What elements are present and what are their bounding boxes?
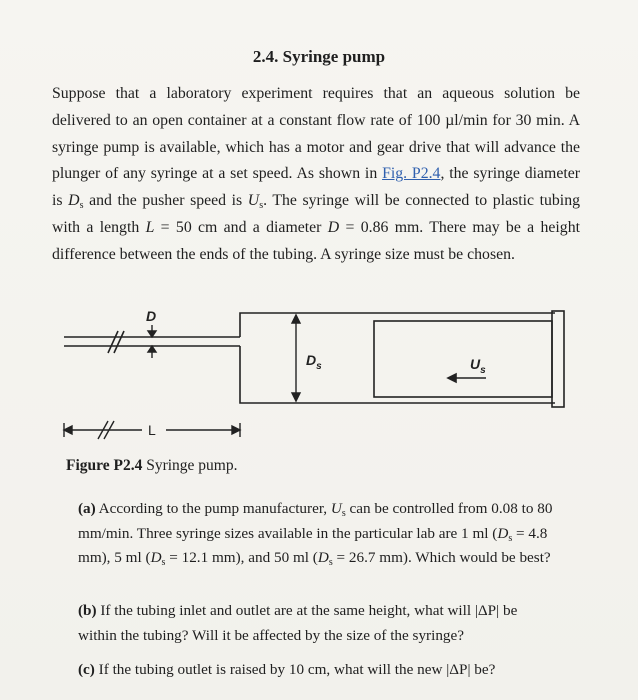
question-a-text-5: = 26.7 mm). Which would be best? bbox=[332, 549, 551, 566]
question-b bbox=[78, 599, 558, 648]
subscript-s: s bbox=[161, 557, 166, 568]
syringe-diameter-arrow bbox=[292, 315, 300, 401]
subscript-s: s bbox=[79, 200, 84, 212]
problem-title: 2.4. Syringe pump bbox=[252, 47, 386, 66]
question-a-text-2: can be controlled from 0.08 to 80 mm/min. Three syringe sizes available in the particular lab are 1 ml ( bbox=[78, 500, 553, 542]
subscript-s: s bbox=[341, 508, 346, 519]
question-a-text-4: = 12.1 mm), and 50 ml ( bbox=[165, 549, 318, 566]
symbol-L: L bbox=[145, 218, 155, 236]
intro-text-3: and the pusher speed is bbox=[83, 192, 248, 210]
syringe-barrel bbox=[240, 313, 555, 403]
question-c-label: (c) bbox=[78, 661, 95, 678]
problem-statement bbox=[52, 81, 580, 269]
question-c-text: If the tubing outlet is raised by 10 cm, what will the new |ΔP| be? bbox=[94, 661, 496, 678]
syringe-pump-figure bbox=[58, 305, 578, 455]
figure-caption bbox=[66, 457, 238, 475]
subscript-s: s bbox=[259, 200, 264, 212]
caption-text: Syringe pump. bbox=[142, 457, 238, 474]
intro-text-6: = 0.86 mm. There may be a height difference between the ends of the tubing. A syringe size must be chosen. bbox=[52, 218, 580, 263]
question-c bbox=[78, 658, 558, 683]
symbol-U: U bbox=[247, 192, 260, 210]
intro-text-1: Suppose that a laboratory experiment requires that an aqueous solution be delivered to an open container at a constant flow rate of 100 µl/min for 30 min. A syringe pump is available, which has a motor and gear drive that will advance the plunger of any syringe at a set speed. As shown in bbox=[52, 85, 580, 183]
syringe-diameter-label: $D_s$ bbox=[306, 352, 322, 372]
question-a-text-3: = 4.8 mm), 5 ml ( bbox=[78, 524, 548, 566]
tube-length-label: L bbox=[148, 422, 156, 438]
question-b-label: (b) bbox=[78, 602, 97, 619]
intro-text-4: . The syringe will be connected to plastic tubing with a length bbox=[52, 192, 580, 236]
tube-diameter-arrows bbox=[148, 325, 156, 358]
subscript-s: s bbox=[508, 532, 513, 544]
tube-diameter-label: D bbox=[146, 308, 157, 324]
subscript-s: s bbox=[328, 557, 333, 568]
question-b-text: If the tubing inlet and outlet are at the same height, what will |ΔP| be within the tubing? Will it be affected by the size of the syringe? bbox=[78, 602, 518, 644]
intro-text-2: , the syringe diameter is bbox=[52, 165, 580, 210]
question-a-text-1: According to the pump manufacturer, bbox=[95, 500, 331, 517]
symbol-U: U bbox=[330, 500, 342, 517]
intro-text-5: = 50 cm and a diameter bbox=[154, 218, 328, 236]
question-a-label: (a) bbox=[78, 500, 96, 517]
caption-prefix: Figure P2.4 bbox=[66, 457, 143, 474]
plunger bbox=[374, 311, 564, 407]
symbol-D: D bbox=[68, 192, 80, 210]
symbol-D: D bbox=[150, 549, 162, 566]
symbol-D: D bbox=[497, 524, 509, 542]
pusher-speed-label: $U_s$ bbox=[470, 356, 486, 376]
symbol-D: D bbox=[327, 218, 340, 236]
question-a bbox=[78, 497, 558, 571]
figure-link[interactable]: Fig. P2.4 bbox=[382, 165, 441, 183]
symbol-D: D bbox=[317, 549, 329, 566]
